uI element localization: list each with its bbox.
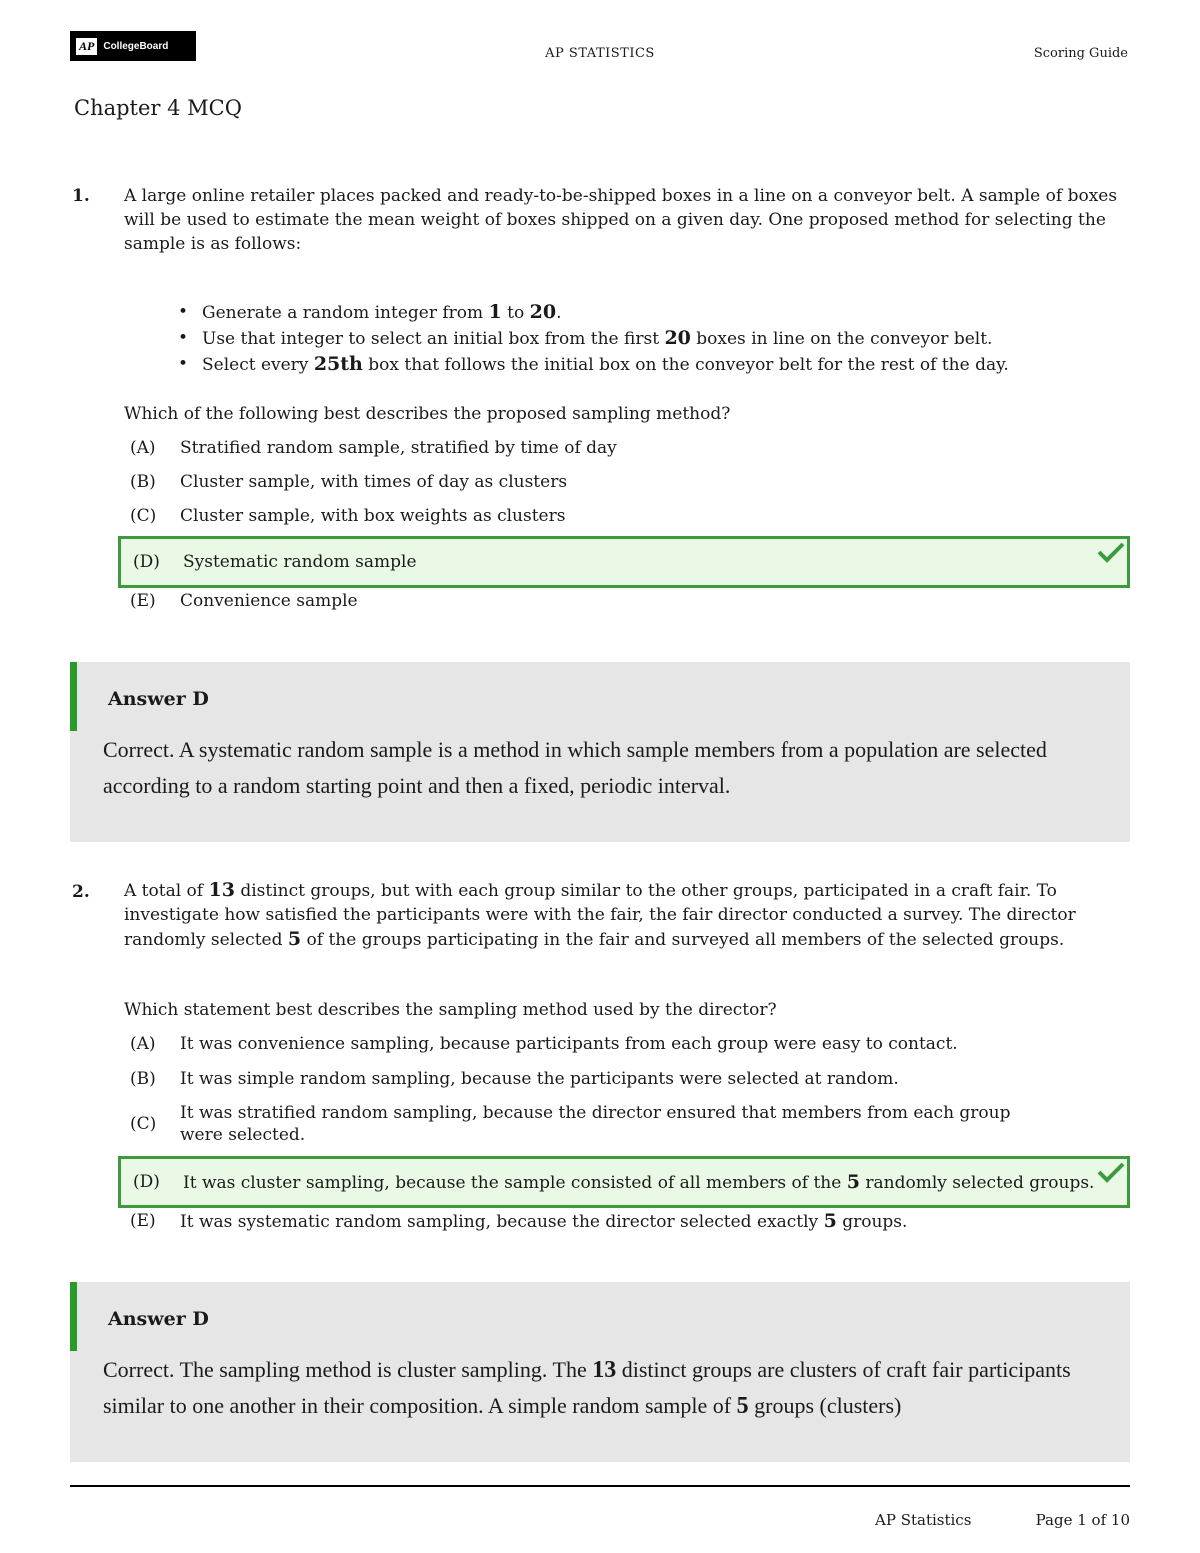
question-number: 2. [72, 882, 90, 902]
college-board-wordmark: CollegeBoard [103, 40, 169, 52]
footer-course: AP Statistics [875, 1511, 972, 1529]
page-number: Page 1 of 10 [1035, 1511, 1130, 1529]
procedure-list [178, 300, 1009, 378]
answer-panel [70, 662, 1130, 842]
header-scoring-guide: Scoring Guide [1033, 46, 1128, 61]
chapter-title: Chapter 4 MCQ [74, 96, 242, 120]
option-c[interactable]: (C) It was stratified random sampling, because the director ensured that members from each group were selected. [130, 1103, 1011, 1145]
option-e[interactable]: (E) Convenience sample [130, 591, 358, 611]
list-item: • Use that integer to select an initial box from the first 20 boxes in line on the conveyor belt. [178, 326, 1009, 352]
checkmark-icon [1097, 541, 1125, 563]
ap-logo-mark: AP [76, 38, 97, 55]
header-title: AP STATISTICS [545, 46, 655, 61]
option-d-correct[interactable]: (D) It was cluster sampling, because the sample consisted of all members of the 5 randomly selected groups. [118, 1156, 1130, 1208]
answer-heading: Answer D [108, 688, 209, 710]
option-d-correct[interactable]: (D) Systematic random sample [118, 536, 1130, 588]
question-number: 1. [72, 186, 90, 206]
answer-heading: Answer D [108, 1308, 209, 1330]
option-a[interactable]: (A) It was convenience sampling, because participants from each group were easy to contact. [130, 1034, 958, 1054]
answer-accent-bar [70, 1282, 77, 1351]
checkmark-icon [1097, 1161, 1125, 1183]
answer-accent-bar [70, 662, 77, 731]
question-text: A large online retailer places packed and ready-to-be-shipped boxes in a line on a conveyor belt. A sample of boxes will be used to estimate the mean weight of boxes shipped on a given day. One proposed method for selecting the sample is as follows: [124, 186, 1118, 254]
question-prompt: Which statement best describes the sampling method used by the director? [124, 1000, 777, 1020]
question-prompt: Which of the following best describes the proposed sampling method? [124, 404, 731, 424]
option-b[interactable]: (B) It was simple random sampling, because the participants were selected at random. [130, 1069, 899, 1089]
answer-explanation: Correct. The sampling method is cluster sampling. The 13 distinct groups are clusters of craft fair participants similar to one another in their composition. A simple random sample of 5 groups (clusters) [103, 1357, 1071, 1419]
list-item: • Select every 25th box that follows the initial box on the conveyor belt for the rest of the day. [178, 352, 1009, 378]
footer-rule [70, 1485, 1130, 1487]
option-a[interactable]: (A) Stratified random sample, stratified by time of day [130, 438, 617, 458]
option-e[interactable]: (E) It was systematic random sampling, because the director selected exactly 5 groups. [130, 1209, 908, 1232]
answer-panel [70, 1282, 1130, 1462]
option-b[interactable]: (B) Cluster sample, with times of day as clusters [130, 472, 568, 492]
answer-explanation: Correct. A systematic random sample is a method in which sample members from a population are selected according to a random starting point and then a fixed, periodic interval. [103, 737, 1047, 798]
option-c[interactable]: (C) Cluster sample, with box weights as clusters [130, 506, 566, 526]
list-item: • Generate a random integer from 1 to 20. [178, 300, 1009, 326]
question-text: A total of 13 distinct groups, but with each group similar to the other groups, participated in a craft fair. To investigate how satisfied the participants were with the fair, the fair director conducted a survey. The director randomly selected 5 of the groups participating in the fair and surveyed all members of the selected groups. [124, 879, 1076, 950]
